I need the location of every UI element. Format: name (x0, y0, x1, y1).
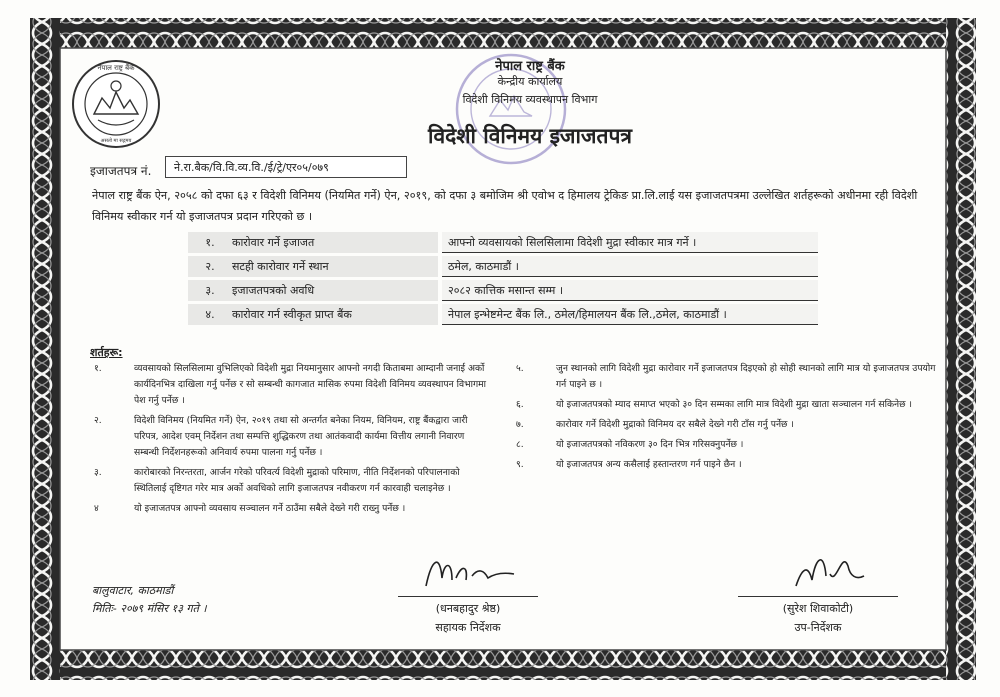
term-item (90, 465, 488, 497)
row-label: कारोवार गर्न स्वीकृत प्राप्त बैंक (232, 308, 352, 321)
term-text: कारोवार गर्ने विदेशी मुद्राको विनिमय दर सबैले देख्ने गरी टाँस गर्नु पर्नेछ । (556, 419, 794, 430)
term-text: व्यवसायको सिलसिलामा वुभिलिएको विदेशी मुद्रा नियमानुसार आफ्नो नगदी किताबमा आम्दानी जनाई अर्को कार्यदिनभित्र दाखिला गर्नु पर्नेछ र सो सम्बन्धी कागजात मासिक रुपमा विदेशी विनिमय व्यवस्थापन विभागमा पेश गर्नु पर्नेछ । (134, 363, 486, 406)
office-name: केन्द्रीय कार्यालय (497, 75, 563, 88)
term-item (90, 361, 488, 409)
signatory-title: सहायक निर्देशक (435, 621, 501, 634)
term-item (512, 417, 944, 433)
term-number: ६. (516, 399, 524, 410)
row-label: इजाजतपत्रको अवधि (232, 284, 315, 297)
terms-heading: शर्तहरू: (90, 346, 123, 359)
term-number: ४ (94, 503, 99, 514)
signatory-title: उप-निर्देशक (794, 621, 842, 634)
terms-right-column (512, 361, 944, 477)
row-number: ३. (205, 284, 215, 297)
term-text: यो इजाजतपत्रको नविकरण ३० दिन भित्र गरिसक्नुपर्नेछ । (556, 439, 744, 450)
row-number: २. (205, 260, 215, 273)
signature-line (738, 596, 898, 597)
row-value: आफ्नो व्यवसायको सिलसिलामा विदेशी मुद्रा स्वीकार मात्र गर्ने । (442, 232, 818, 253)
details-row (188, 232, 818, 253)
term-text: यो इजाजतपत्रको म्याद समाप्त भएको ३० दिन सम्मका लागि मात्र विदेशी मुद्रा खाता सञ्चालन गर्न सकिनेछ । (556, 399, 912, 410)
term-item (90, 413, 488, 461)
row-number: ४. (205, 308, 215, 321)
issue-place: बालुवाटार, काठमाडौं (92, 584, 174, 597)
row-label: सटही कारोवार गर्ने स्थान (232, 260, 329, 273)
row-number: १. (205, 236, 215, 249)
intro-paragraph: नेपाल राष्ट्र बैंक ऐन, २०५८ को दफा ६३ र विदेशी विनिमय (नियमित गर्ने) ऐन, २०१९, को दफा ३ बमोजिम श्री एवोभ द हिमालय ट्रेकिङ प्रा.लि.लाई यस इजाजतपत्रमा उल्लेखित शर्तहरूको अधीनमा रही विदेशी विनिमय स्वीकार गर्न यो इजाजतपत्र प्रदान गरिएको छ । (92, 189, 918, 223)
term-number: ७. (516, 419, 524, 430)
details-row (188, 256, 818, 277)
department-name: विदेशी विनिमय व्यवस्थापन विभाग (462, 93, 598, 106)
term-number: ३. (94, 467, 102, 478)
term-text: जुन स्थानको लागि विदेशी मुद्रा कारोवार गर्ने इजाजतपत्र दिइएको हो सोही स्थानको लागि मात्र यो इजाजतपत्र उपयोग गर्न पाइने छ । (556, 363, 936, 390)
term-text: कारोबारको निरन्तरता, आर्जन गरेको परिवर्त्य विदेशी मुद्राको परिमाण, नीति निर्देशनको परिपालनाको स्थितिलाई दृष्टिगत गरेर मात्र अर्को अवधिको लागि इजाजतपत्र नवीकरण गर्न कारवाही चलाइनेछ । (134, 467, 460, 494)
details-row (188, 304, 818, 325)
issue-date: मितिः- २०७९ मंसिर १३ गते । (92, 602, 207, 615)
term-text: यो इजाजतपत्र आफ्नो व्यवसाय सञ्चालन गर्ने ठाउँमा सबैले देख्ने गरी राख्नु पर्नेछ । (134, 503, 406, 514)
row-label: कारोवार गर्ने इजाजत (232, 236, 315, 249)
signature-line (398, 596, 538, 597)
terms-left-column (90, 361, 488, 521)
term-item (512, 361, 944, 393)
term-text: विदेशी विनिमय (नियमित गर्ने) ऐन, २०१९ तथा सो अन्तर्गत बनेका नियम, विनियम, राष्ट्र बैंकद्वारा जारी परिपत्र, आदेश एवम् निर्देशन तथा सम्पत्ति शुद्धिकरण तथा आतंकवादी कार्यमा वित्तीय लगानी निवारण सम्बन्धी निर्देशनहरूको अनिवार्य रुपमा पालना गर्नु पर्नेछ । (134, 415, 468, 458)
permit-number-value: ने.रा.बैक/वि.वि.व्य.वि./ई/ट्रे/एर०५/०७९ (165, 156, 407, 178)
term-number: ५. (516, 363, 524, 374)
row-value: ठमेल, काठमाडौं । (442, 256, 818, 277)
term-item (512, 457, 944, 473)
row-value: नेपाल इन्भेष्टमेन्ट बैंक लि., ठमेल/हिमालयन बैंक लि.,ठमेल, काठमाडौं । (442, 304, 818, 325)
term-number: ८. (516, 439, 524, 450)
bank-name: नेपाल राष्ट्र बैंक (495, 59, 565, 74)
term-item (90, 501, 488, 517)
term-number: १. (94, 363, 102, 374)
permit-number-label: इजाजतपत्र नं. (90, 164, 152, 178)
signatory-name: (धनबहादुर श्रेष्ठ) (435, 602, 501, 615)
signature-scribble (790, 546, 870, 596)
details-row (188, 280, 818, 301)
term-item (512, 397, 944, 413)
term-number: ९. (516, 459, 524, 470)
term-number: २. (94, 415, 102, 426)
term-text: यो इजाजतपत्र अन्य कसैलाई हस्तान्तरण गर्न पाइने छैन । (556, 459, 742, 470)
svg-text:नेपाल राष्ट्र बैंक: नेपाल राष्ट्र बैंक (97, 64, 135, 72)
signature-scribble (418, 548, 528, 594)
signatory-name: (सुरेश शिवाकोटी) (782, 602, 854, 615)
document-title: विदेशी विनिमय इजाजतपत्र (428, 124, 632, 148)
term-item (512, 437, 944, 453)
row-value: २०८२ कात्तिक मसान्त सम्म । (442, 280, 818, 301)
permit-details-table (188, 232, 818, 328)
svg-text:असतो मा सद्गमय: असतो मा सद्गमय (100, 138, 132, 144)
